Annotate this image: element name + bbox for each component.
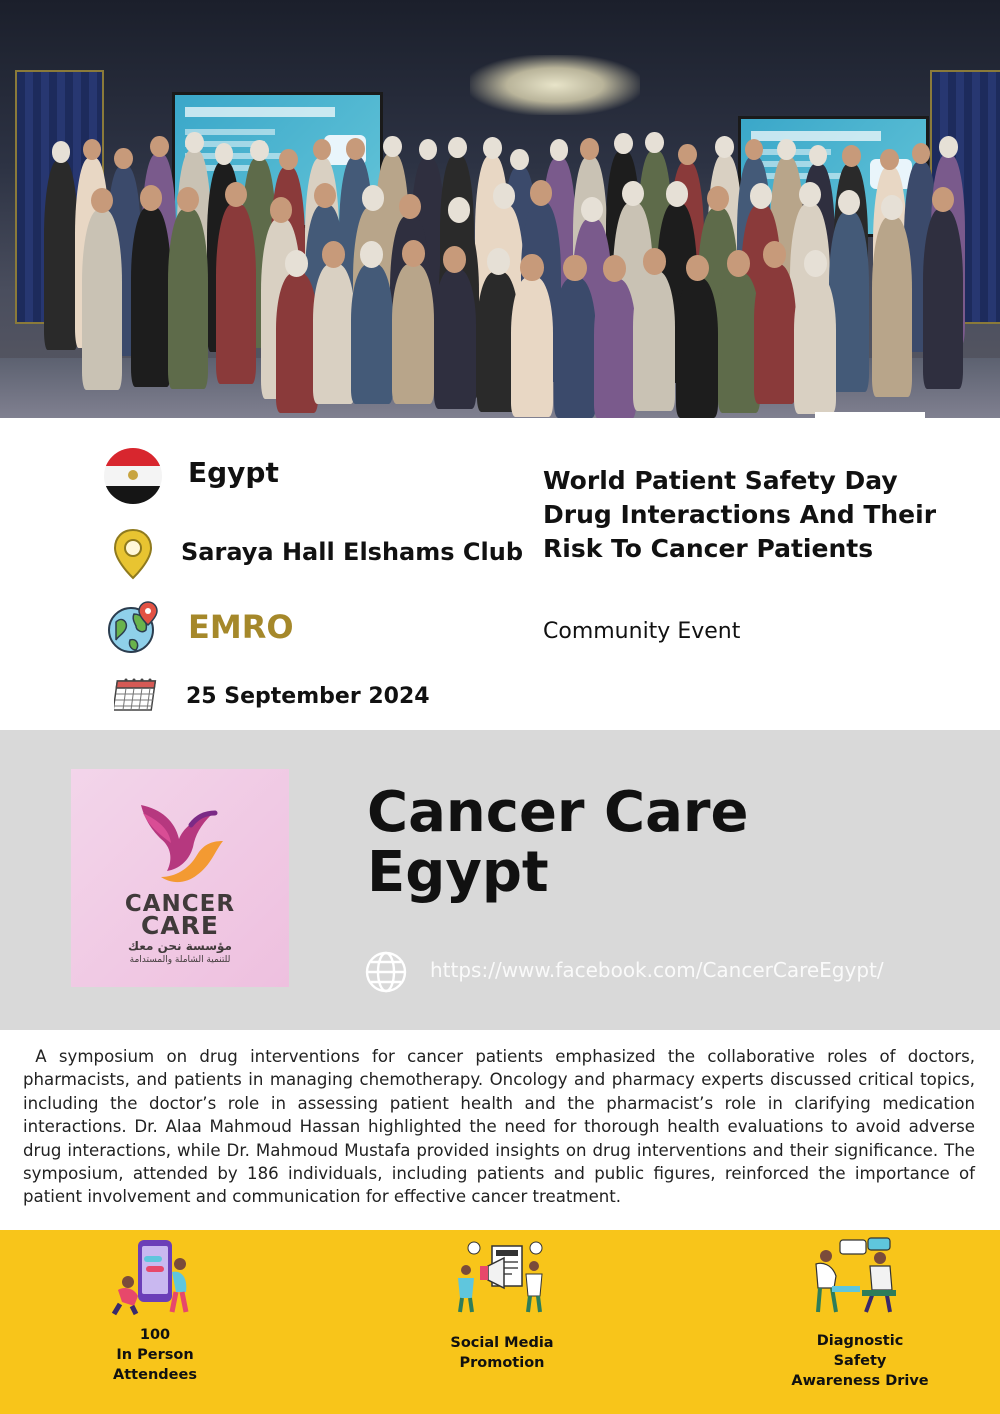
photo-person <box>351 264 393 404</box>
photo-person-head <box>270 197 292 222</box>
photo-person-head <box>285 250 308 277</box>
organization-name-line2: Egypt <box>367 840 549 905</box>
photo-person-head <box>715 136 734 158</box>
photo-person <box>434 269 476 409</box>
photo-person-head <box>510 149 529 171</box>
photo-person-head <box>645 132 664 154</box>
photo-person <box>676 278 718 418</box>
organization-name <box>367 780 867 905</box>
region-label: EMRO <box>188 608 294 646</box>
photo-person-head <box>360 241 383 268</box>
photo-person <box>511 277 553 417</box>
photo-person-head <box>804 250 827 277</box>
photo-person-head <box>493 183 515 208</box>
photo-person-head <box>809 145 828 167</box>
photo-person-head <box>880 149 899 171</box>
stat-social-line1: Social Media <box>450 1335 554 1351</box>
photo-person-head <box>362 185 384 210</box>
event-type: Community Event <box>543 619 741 644</box>
photo-person-head <box>383 136 402 158</box>
photo-person-head <box>678 144 697 166</box>
stat-diagnostic-line2: Safety <box>833 1353 887 1369</box>
photo-person-head <box>563 255 586 282</box>
photo-person-head <box>666 181 688 206</box>
photo-person-head <box>114 148 133 170</box>
photo-person-head <box>763 241 786 268</box>
photo-person-head <box>939 136 958 158</box>
logo-brand-line2: CARE <box>140 911 220 940</box>
photo-person-head <box>838 190 860 215</box>
photo-person <box>554 278 596 418</box>
photo-person-head <box>313 139 332 161</box>
egypt-flag-icon <box>104 448 162 504</box>
photo-person-head <box>215 143 234 165</box>
photo-person-head <box>419 139 438 161</box>
photo-person-head <box>150 136 169 158</box>
photo-person-head <box>777 139 796 161</box>
stat-attendees-line3: Attendees <box>113 1367 197 1383</box>
photo-person-head <box>750 183 772 208</box>
photo-person-head <box>550 139 569 161</box>
stat-social-media <box>432 1333 572 1373</box>
photo-person-head <box>745 139 764 161</box>
diagnostic-conversation-icon <box>806 1236 906 1316</box>
photo-person-head <box>402 240 425 267</box>
location-pin-icon <box>112 528 154 580</box>
calendar-icon <box>114 676 160 712</box>
event-description-text: A symposium on drug interventions for cancer patients emphasized the collaborative roles of doctors, pharmacists, and patients in managing chemotherapy. Oncology and pharmacy experts discussed critical topics, including the doctor’s role in assessing patient health and the pharmacist’s role in clarifying medication interactions. Dr. Alaa Mahmoud Hassan highlighted the need for thorough health evaluations to avoid adverse drug interactions, while Dr. Mahmoud Mustafa provided insights on drug interventions and their significance. The symposium, attended by 186 individuals, including patients and public figures, reinforced the importance of patient involvement and communication for effective cancer treatment. <box>23 1047 975 1207</box>
photo-person-head <box>185 132 204 154</box>
photo-person-head <box>580 138 599 160</box>
photo-chandelier <box>470 55 640 115</box>
photo-person <box>216 204 256 384</box>
stat-attendees-count: 100 <box>139 1327 171 1343</box>
photo-crowd <box>20 120 980 418</box>
photo-person <box>794 274 836 414</box>
phone-attendees-icon <box>110 1236 200 1316</box>
country-label: Egypt <box>188 456 279 489</box>
photo-person-head <box>52 141 71 163</box>
logo-brand-line1: CANCER <box>124 891 236 917</box>
globe-icon <box>106 600 160 654</box>
photo-person <box>392 264 434 404</box>
photo-person <box>313 264 355 404</box>
stat-diagnostic-line3: Awareness Drive <box>791 1373 929 1389</box>
photo-person-head <box>448 197 470 222</box>
event-date: 25 September 2024 <box>186 684 430 709</box>
photo-person <box>82 210 122 390</box>
photo-person-head <box>399 194 421 219</box>
logo-arabic-line1: مؤسسة نحن معك <box>128 939 232 953</box>
stat-attendees <box>85 1325 225 1385</box>
photo-person-head <box>443 246 466 273</box>
photo-person-head <box>520 254 543 281</box>
photo-person-head <box>314 183 336 208</box>
photo-person-head <box>686 255 709 282</box>
photo-person <box>872 217 912 397</box>
photo-person <box>594 279 636 418</box>
photo-person-head <box>140 185 162 210</box>
photo-person-head <box>279 149 298 171</box>
photo-person-head <box>622 181 644 206</box>
photo-person-head <box>83 139 102 161</box>
event-group-photo <box>0 0 1000 418</box>
organization-name-line1: Cancer Care <box>367 780 749 845</box>
photo-person-head <box>483 137 502 159</box>
stat-diagnostic-line1: Diagnostic <box>816 1333 904 1349</box>
social-media-icon <box>452 1236 552 1316</box>
stat-attendees-line2: In Person <box>116 1347 194 1363</box>
photo-person-head <box>448 137 467 159</box>
venue-label: Saraya Hall Elshams Club <box>181 538 523 566</box>
event-title: World Patient Safety Day Drug Interactions And Their Risk To Cancer Patients <box>543 466 937 563</box>
photo-person-head <box>250 140 269 162</box>
photo-person-head <box>643 248 666 275</box>
organization-logo <box>71 769 289 987</box>
photo-person <box>633 271 675 411</box>
photo-person <box>754 264 796 404</box>
photo-person-head <box>346 138 365 160</box>
photo-person <box>168 209 208 389</box>
organization-url-link[interactable]: https://www.facebook.com/CancerCareEgypt/ <box>430 958 884 982</box>
web-icon <box>364 950 408 994</box>
photo-person-head <box>912 143 931 165</box>
photo-person <box>131 207 171 387</box>
event-description <box>23 1045 975 1209</box>
stat-diagnostic <box>780 1331 940 1391</box>
dove-hand-icon <box>131 799 231 889</box>
photo-person <box>276 273 318 413</box>
stat-social-line2: Promotion <box>459 1355 545 1371</box>
logo-brand-text <box>71 891 289 940</box>
logo-arabic-line2: للتنمية الشاملة والمستدامة <box>129 955 231 965</box>
photo-person-head <box>842 145 861 167</box>
photo-person-head <box>614 133 633 155</box>
photo-person <box>44 160 78 350</box>
photo-person-head <box>530 180 552 205</box>
photo-person-head <box>487 248 510 275</box>
photo-person <box>923 209 963 389</box>
